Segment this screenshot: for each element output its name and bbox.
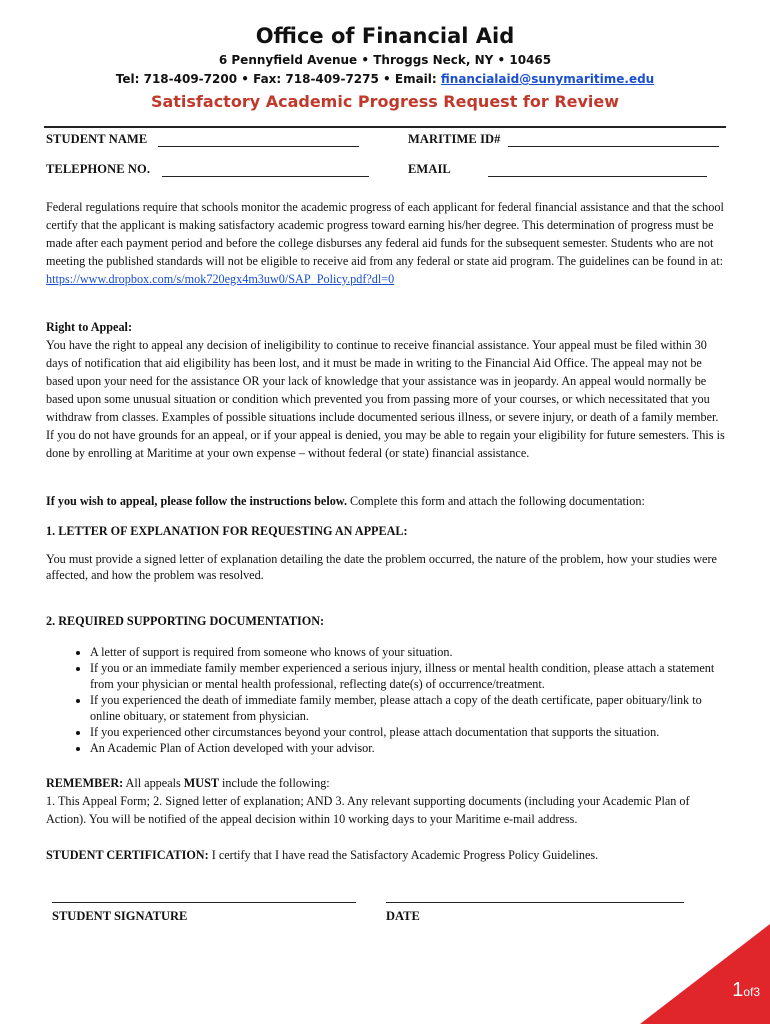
telephone-field[interactable]: [162, 176, 369, 177]
page-current: 1: [732, 979, 744, 1001]
appeal-text: You have the right to appeal any decision of ineligibility to continue to receive financial assistance. Your appeal must be filed within 30 days of notification that aid eligibility has been lost, and it must be made in writing to the Financial Aid Office. The appeal may not be based upon your need for the assistance OR your lack of knowledge that your assistance was in jeopardy. An appeal would normally be based upon some unusual situation or condition which prevented you from passing more of your courses, or which necessitated that you withdraw from classes. Examples of possible situations include documented serious illness, or severe injury, or death of a family member. If you do not have grounds for an appeal, or if your appeal is denied, you may be able to regain your eligibility for future semesters. This is done by enrolling at Maritime at your own expense – without federal (or state) financial assistance.: [46, 338, 725, 460]
contact-phone-fax: Tel: 718-409-7200 • Fax: 718-409-7275 • Email:: [115, 72, 441, 86]
remember-section: [46, 774, 726, 828]
intro-paragraph: [46, 198, 726, 288]
list-item: • If you experienced the death of immediate family member, please attach a copy of the death certificate, paper obituary/link to online obituary, or statement from physician.: [90, 692, 726, 724]
office-contact: [0, 72, 770, 86]
appeal-heading: Right to Appeal:: [46, 320, 132, 334]
instructions-bold: If you wish to appeal, please follow the instructions below.: [46, 494, 347, 508]
certification-text: I certify that I have read the Satisfactory Academic Progress Policy Guidelines.: [208, 848, 599, 862]
intro-text: Federal regulations require that schools monitor the academic progress of each applicant for federal financial assistance and that the school certify that the applicant is making satisfactory academic progress toward earning his/her degree. This determination of progress must be made after each payment period and before the college disburses any federal aid funds for the subsequent semester. Students who are not meeting the published standards will not be eligible to receive aid from any federal or state aid program. The guidelines can be found in at:: [46, 200, 724, 268]
header-divider: [44, 126, 726, 128]
student-name-label: STUDENT NAME: [46, 132, 148, 146]
appeal-section: [46, 318, 726, 462]
page-number: [732, 979, 760, 1002]
page-corner-decoration: [640, 924, 770, 1024]
certification-label: STUDENT CERTIFICATION:: [46, 848, 209, 862]
section-2: [46, 612, 726, 630]
list-item: • If you experienced other circumstances beyond your control, please attach documentation that supports the situation.: [90, 724, 726, 740]
email-label: EMAIL: [408, 162, 451, 176]
student-name-field[interactable]: [158, 146, 359, 147]
list-item: • If you or an immediate family member experienced a serious injury, illness or mental health condition, please attach a statement from your physician or mental health professional, reflecting date(s) of occurrence/treatment.: [90, 660, 726, 692]
date-label: DATE: [386, 909, 420, 923]
section-1: [46, 522, 726, 540]
maritime-id-field[interactable]: [508, 146, 719, 147]
instructions-rest: Complete this form and attach the following documentation:: [347, 494, 645, 508]
list-item: • An Academic Plan of Action developed with your advisor.: [90, 740, 726, 756]
section-1-body: [46, 551, 726, 583]
section-1-text: You must provide a signed letter of explanation detailing the date the problem occurred, the nature of the problem, how your studies were affected, and how the problem was resolved.: [46, 552, 717, 582]
form-title: Satisfactory Academic Progress Request for Review: [150, 92, 620, 111]
instructions: [46, 492, 726, 510]
list-item: • A letter of support is required from someone who knows of your situation.: [90, 644, 726, 660]
section-2-list: [46, 644, 726, 756]
office-address: 6 Pennyfield Avenue • Throggs Neck, NY • 10465: [218, 53, 552, 67]
student-signature-label: STUDENT SIGNATURE: [52, 909, 188, 923]
certification: [46, 846, 726, 864]
remember-must: MUST: [183, 776, 219, 790]
office-title: Office of Financial Aid: [255, 24, 515, 48]
page-total: of3: [743, 985, 760, 999]
telephone-label: TELEPHONE NO.: [46, 162, 151, 176]
email-field[interactable]: [488, 176, 707, 177]
date-field[interactable]: [386, 902, 684, 903]
student-signature-field[interactable]: [52, 902, 356, 903]
maritime-id-label: MARITIME ID#: [408, 132, 501, 146]
remember-text-2: include the following:: [219, 776, 330, 790]
sap-policy-link[interactable]: https://www.dropbox.com/s/mok720egx4m3uw0/SAP_Policy.pdf?dl=0: [46, 272, 395, 286]
section-2-heading: 2. REQUIRED SUPPORTING DOCUMENTATION:: [46, 614, 325, 628]
remember-list: 1. This Appeal Form; 2. Signed letter of explanation; AND 3. Any relevant supporting documents (including your Academic Plan of Action). You will be notified of the appeal decision within 10 working days to your Maritime e-mail address.: [46, 794, 690, 826]
email-link[interactable]: financialaid@sunymaritime.edu: [440, 72, 655, 86]
remember-text-1: All appeals: [123, 776, 184, 790]
remember-label: REMEMBER:: [46, 776, 124, 790]
section-1-heading: 1. LETTER OF EXPLANATION FOR REQUESTING AN APPEAL:: [46, 524, 408, 538]
